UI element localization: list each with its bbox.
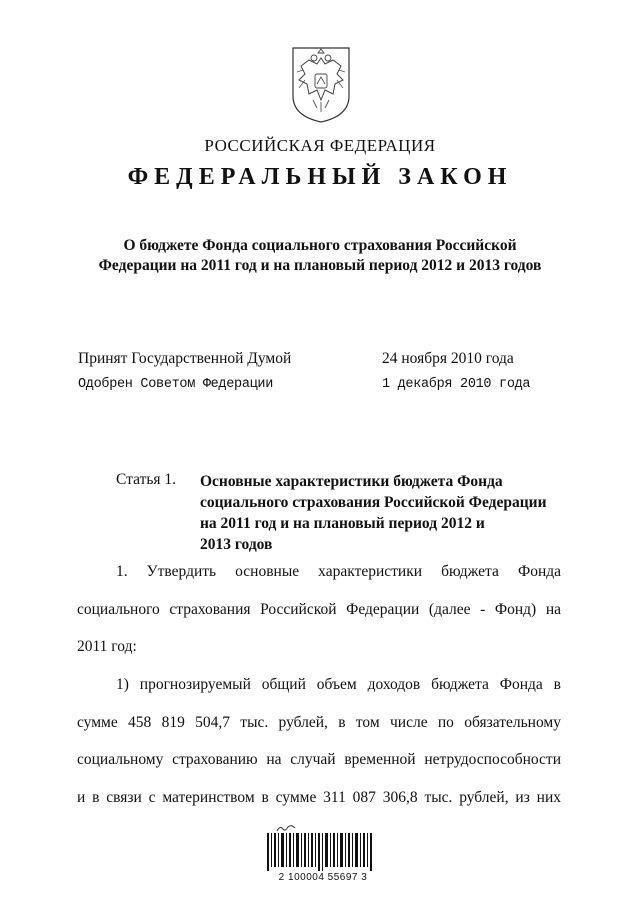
body-line: сумме 458 819 504,7 тыс. рублей, в том числе по обязательному [77,714,561,731]
approved-date: 1 декабря 2010 года [382,377,531,392]
article-label: Статья 1. [116,471,177,488]
body-line: социальному страхованию на случай временной нетрудоспособности [77,751,561,768]
body-line: социального страхования Российской Федерации (далее - Фонд) на [77,601,561,618]
article-title-line: 2013 годов [200,536,273,553]
approved-label: Одобрен Советом Федерации [78,377,274,392]
body-line: 2011 год: [77,638,137,655]
body-line: и в связи с материнством в сумме 311 087 306,8 тыс. рублей, из них [77,789,561,806]
barcode-number: 2 100004 55697 3 [278,872,368,883]
barcode [265,833,375,871]
article-title [200,471,580,555]
article-title-line: социального страхования Российской Федерации [200,494,547,511]
country-name: РОССИЙСКАЯ ФЕДЕРАЦИЯ [204,136,436,155]
article-title-line: Основные характеристики бюджета Фонда [200,473,503,490]
coat-of-arms-emblem [287,44,355,124]
law-title-line: Федерации на 2011 год и на плановый период 2012 и 2013 годов [98,257,542,274]
adopted-label: Принят Государственной Думой [78,350,292,367]
law-title-line: О бюджете Фонда социального страхования Российской [123,237,517,254]
law-type-heading: ФЕДЕРАЛЬНЫЙ ЗАКОН [127,164,513,190]
signature-mark [276,823,296,833]
law-title [60,236,580,276]
article-title-line: на 2011 год и на плановый период 2012 и [200,515,485,532]
adopted-date: 24 ноября 2010 года [382,350,514,367]
body-line: 1. Утвердить основные характеристики бюджета Фонда [116,563,561,580]
body-line: 1) прогнозируемый общий объем доходов бюджета Фонда в [116,676,561,693]
